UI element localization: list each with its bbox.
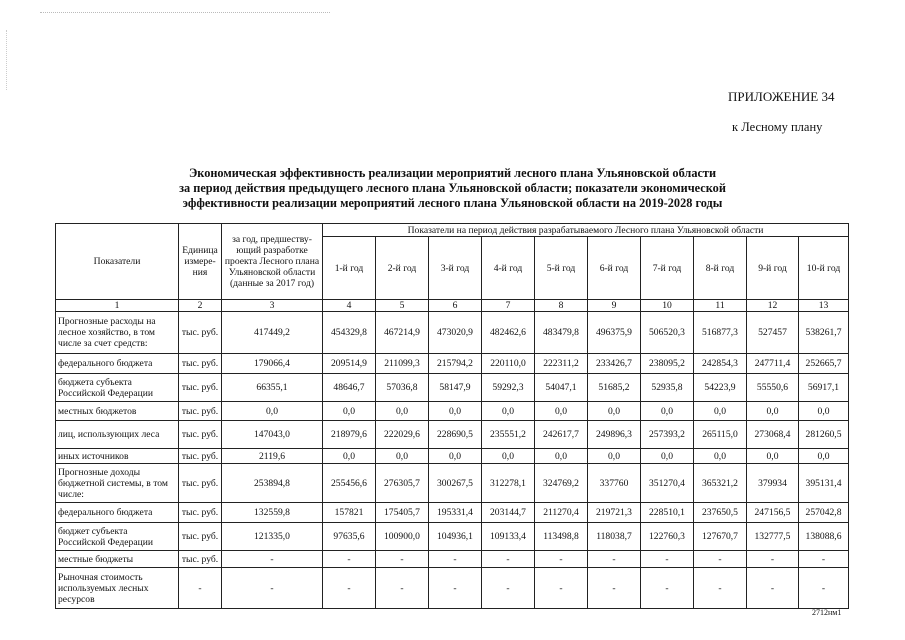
value-cell: 97635,6 bbox=[323, 523, 376, 551]
value-cell: 253894,8 bbox=[222, 464, 323, 503]
row-unit: тыс. руб. bbox=[179, 551, 222, 568]
value-cell: 506520,3 bbox=[641, 312, 694, 354]
value-cell: - bbox=[482, 568, 535, 609]
value-cell: 220110,0 bbox=[482, 354, 535, 374]
value-cell: 482462,6 bbox=[482, 312, 535, 354]
row-unit: тыс. руб. bbox=[179, 449, 222, 464]
value-cell: 48646,7 bbox=[323, 374, 376, 402]
column-number: 4 bbox=[323, 300, 376, 312]
value-cell: 157821 bbox=[323, 503, 376, 523]
row-unit: тыс. руб. bbox=[179, 374, 222, 402]
value-cell: 0,0 bbox=[641, 402, 694, 421]
value-cell: 59292,3 bbox=[482, 374, 535, 402]
header-indicator: Показатели bbox=[56, 224, 179, 300]
value-cell: 237650,5 bbox=[694, 503, 747, 523]
value-cell: - bbox=[588, 568, 641, 609]
efficiency-table bbox=[55, 223, 849, 609]
value-cell: 454329,8 bbox=[323, 312, 376, 354]
row-unit: тыс. руб. bbox=[179, 312, 222, 354]
value-cell: 228690,5 bbox=[429, 421, 482, 449]
value-cell: 0,0 bbox=[799, 402, 849, 421]
value-cell: 273068,4 bbox=[747, 421, 799, 449]
header-year: 6-й год bbox=[588, 237, 641, 300]
table-row bbox=[56, 374, 849, 402]
row-unit: тыс. руб. bbox=[179, 354, 222, 374]
header-year: 10-й год bbox=[799, 237, 849, 300]
row-label: местные бюджеты bbox=[56, 551, 179, 568]
value-cell: 138088,6 bbox=[799, 523, 849, 551]
row-label: бюджета субъекта Российской Федерации bbox=[56, 374, 179, 402]
value-cell: 300267,5 bbox=[429, 464, 482, 503]
column-number: 1 bbox=[56, 300, 179, 312]
column-number: 6 bbox=[429, 300, 482, 312]
value-cell: - bbox=[429, 568, 482, 609]
value-cell: 0,0 bbox=[694, 402, 747, 421]
document-code: 2712нм1 bbox=[812, 608, 842, 617]
value-cell: 337760 bbox=[588, 464, 641, 503]
value-cell: 55550,6 bbox=[747, 374, 799, 402]
value-cell: - bbox=[323, 568, 376, 609]
value-cell: 276305,7 bbox=[376, 464, 429, 503]
value-cell: - bbox=[323, 551, 376, 568]
value-cell: 0,0 bbox=[376, 402, 429, 421]
row-label: Рыночная стоимость используемых лесных ресурсов bbox=[56, 568, 179, 609]
value-cell: 0,0 bbox=[323, 449, 376, 464]
value-cell: 51685,2 bbox=[588, 374, 641, 402]
value-cell: 179066,4 bbox=[222, 354, 323, 374]
header-year: 5-й год bbox=[535, 237, 588, 300]
column-number: 12 bbox=[747, 300, 799, 312]
table-row bbox=[56, 312, 849, 354]
value-cell: - bbox=[376, 551, 429, 568]
value-cell: 0,0 bbox=[429, 449, 482, 464]
value-cell: 209514,9 bbox=[323, 354, 376, 374]
value-cell: - bbox=[747, 568, 799, 609]
value-cell: 222029,6 bbox=[376, 421, 429, 449]
value-cell: 0,0 bbox=[747, 449, 799, 464]
row-unit: тыс. руб. bbox=[179, 503, 222, 523]
value-cell: 100900,0 bbox=[376, 523, 429, 551]
title-line: за период действия предыдущего лесного плана Ульяновской области; показатели экономической bbox=[179, 181, 726, 195]
value-cell: 2119,6 bbox=[222, 449, 323, 464]
value-cell: - bbox=[799, 551, 849, 568]
value-cell: 175405,7 bbox=[376, 503, 429, 523]
value-cell: 527457 bbox=[747, 312, 799, 354]
header-year: 2-й год bbox=[376, 237, 429, 300]
column-number: 11 bbox=[694, 300, 747, 312]
value-cell: - bbox=[641, 551, 694, 568]
value-cell: 57036,8 bbox=[376, 374, 429, 402]
value-cell: 351270,4 bbox=[641, 464, 694, 503]
value-cell: 257393,2 bbox=[641, 421, 694, 449]
header-year: 1-й год bbox=[323, 237, 376, 300]
scan-artifact bbox=[6, 30, 8, 90]
value-cell: - bbox=[535, 551, 588, 568]
value-cell: 281260,5 bbox=[799, 421, 849, 449]
value-cell: 109133,4 bbox=[482, 523, 535, 551]
appendix-number: ПРИЛОЖЕНИЕ 34 bbox=[728, 89, 835, 104]
value-cell: 257042,8 bbox=[799, 503, 849, 523]
value-cell: 219721,3 bbox=[588, 503, 641, 523]
header-year: 3-й год bbox=[429, 237, 482, 300]
value-cell: 113498,8 bbox=[535, 523, 588, 551]
value-cell: 395131,4 bbox=[799, 464, 849, 503]
title-line: Экономическая эффективность реализации мероприятий лесного плана Ульяновской области bbox=[188, 166, 717, 180]
table-row bbox=[56, 464, 849, 503]
value-cell: - bbox=[429, 551, 482, 568]
value-cell: 0,0 bbox=[222, 402, 323, 421]
value-cell: 252665,7 bbox=[799, 354, 849, 374]
row-unit: тыс. руб. bbox=[179, 421, 222, 449]
value-cell: 0,0 bbox=[799, 449, 849, 464]
title-line: эффективности реализации мероприятий лесного плана Ульяновской области на 2019-2028 годы bbox=[182, 196, 723, 210]
value-cell: 242854,3 bbox=[694, 354, 747, 374]
value-cell: - bbox=[641, 568, 694, 609]
header-plan-period: Показатели на период действия разрабатываемого Лесного плана Ульяновской области bbox=[323, 224, 849, 237]
value-cell: 56917,1 bbox=[799, 374, 849, 402]
value-cell: 242617,7 bbox=[535, 421, 588, 449]
value-cell: - bbox=[376, 568, 429, 609]
table-row bbox=[56, 421, 849, 449]
value-cell: - bbox=[588, 551, 641, 568]
value-cell: 0,0 bbox=[535, 402, 588, 421]
value-cell: 195331,4 bbox=[429, 503, 482, 523]
value-cell: - bbox=[482, 551, 535, 568]
value-cell: 0,0 bbox=[323, 402, 376, 421]
value-cell: 365321,2 bbox=[694, 464, 747, 503]
value-cell: 122760,3 bbox=[641, 523, 694, 551]
value-cell: 54047,1 bbox=[535, 374, 588, 402]
value-cell: 121335,0 bbox=[222, 523, 323, 551]
row-unit: тыс. руб. bbox=[179, 464, 222, 503]
value-cell: 222311,2 bbox=[535, 354, 588, 374]
value-cell: 473020,9 bbox=[429, 312, 482, 354]
column-number: 8 bbox=[535, 300, 588, 312]
value-cell: 66355,1 bbox=[222, 374, 323, 402]
value-cell: 127670,7 bbox=[694, 523, 747, 551]
value-cell: 0,0 bbox=[694, 449, 747, 464]
value-cell: 54223,9 bbox=[694, 374, 747, 402]
value-cell: - bbox=[222, 568, 323, 609]
value-cell: 247711,4 bbox=[747, 354, 799, 374]
value-cell: 215794,2 bbox=[429, 354, 482, 374]
appendix-subtitle: к Лесному плану bbox=[732, 120, 823, 134]
table-row bbox=[56, 449, 849, 464]
value-cell: - bbox=[799, 568, 849, 609]
row-unit: - bbox=[179, 568, 222, 609]
value-cell: - bbox=[694, 568, 747, 609]
value-cell: 0,0 bbox=[376, 449, 429, 464]
column-number: 13 bbox=[799, 300, 849, 312]
value-cell: 211099,3 bbox=[376, 354, 429, 374]
value-cell: 249896,3 bbox=[588, 421, 641, 449]
value-cell: 118038,7 bbox=[588, 523, 641, 551]
value-cell: 58147,9 bbox=[429, 374, 482, 402]
value-cell: - bbox=[222, 551, 323, 568]
value-cell: 265115,0 bbox=[694, 421, 747, 449]
value-cell: 324769,2 bbox=[535, 464, 588, 503]
row-label: федерального бюджета bbox=[56, 354, 179, 374]
value-cell: 467214,9 bbox=[376, 312, 429, 354]
value-cell: 211270,4 bbox=[535, 503, 588, 523]
row-unit: тыс. руб. bbox=[179, 523, 222, 551]
row-label: Прогнозные доходы бюджетной системы, в том числе: bbox=[56, 464, 179, 503]
value-cell: - bbox=[747, 551, 799, 568]
header-year: 8-й год bbox=[694, 237, 747, 300]
row-label: бюджет субъекта Российской Федерации bbox=[56, 523, 179, 551]
value-cell: 516877,3 bbox=[694, 312, 747, 354]
row-unit: тыс. руб. bbox=[179, 402, 222, 421]
column-number: 3 bbox=[222, 300, 323, 312]
table-row bbox=[56, 402, 849, 421]
value-cell: 203144,7 bbox=[482, 503, 535, 523]
value-cell: 0,0 bbox=[588, 402, 641, 421]
row-label: иных источников bbox=[56, 449, 179, 464]
value-cell: 0,0 bbox=[482, 449, 535, 464]
table-row bbox=[56, 503, 849, 523]
table-row bbox=[56, 523, 849, 551]
value-cell: 0,0 bbox=[429, 402, 482, 421]
column-number: 9 bbox=[588, 300, 641, 312]
value-cell: 132777,5 bbox=[747, 523, 799, 551]
table-row bbox=[56, 354, 849, 374]
table-row bbox=[56, 568, 849, 609]
row-label: Прогнозные расходы на лесное хозяйство, в том числе за счет средств: bbox=[56, 312, 179, 354]
value-cell: 312278,1 bbox=[482, 464, 535, 503]
value-cell: 247156,5 bbox=[747, 503, 799, 523]
value-cell: 52935,8 bbox=[641, 374, 694, 402]
value-cell: 228510,1 bbox=[641, 503, 694, 523]
value-cell: 0,0 bbox=[482, 402, 535, 421]
value-cell: 379934 bbox=[747, 464, 799, 503]
header-year: 7-й год bbox=[641, 237, 694, 300]
header-unit: Единица измере-ния bbox=[179, 224, 222, 300]
row-label: федерального бюджета bbox=[56, 503, 179, 523]
value-cell: 235551,2 bbox=[482, 421, 535, 449]
value-cell: 104936,1 bbox=[429, 523, 482, 551]
column-number: 7 bbox=[482, 300, 535, 312]
value-cell: 255456,6 bbox=[323, 464, 376, 503]
header-previous-year: за год, предшеству-ющий разработке проекта Лесного плана Ульяновской области (данные за 2017 год) bbox=[222, 224, 323, 300]
row-label: лиц, использующих леса bbox=[56, 421, 179, 449]
row-label: местных бюджетов bbox=[56, 402, 179, 421]
column-number: 10 bbox=[641, 300, 694, 312]
column-number: 2 bbox=[179, 300, 222, 312]
value-cell: 233426,7 bbox=[588, 354, 641, 374]
value-cell: 538261,7 bbox=[799, 312, 849, 354]
value-cell: 483479,8 bbox=[535, 312, 588, 354]
header-year: 9-й год bbox=[747, 237, 799, 300]
value-cell: - bbox=[694, 551, 747, 568]
value-cell: 496375,9 bbox=[588, 312, 641, 354]
value-cell: 132559,8 bbox=[222, 503, 323, 523]
value-cell: 417449,2 bbox=[222, 312, 323, 354]
value-cell: 0,0 bbox=[535, 449, 588, 464]
table-row bbox=[56, 551, 849, 568]
value-cell: 238095,2 bbox=[641, 354, 694, 374]
value-cell: 147043,0 bbox=[222, 421, 323, 449]
value-cell: - bbox=[535, 568, 588, 609]
column-number: 5 bbox=[376, 300, 429, 312]
scan-artifact bbox=[40, 12, 330, 14]
value-cell: 0,0 bbox=[588, 449, 641, 464]
header-year: 4-й год bbox=[482, 237, 535, 300]
document-title bbox=[90, 166, 815, 211]
value-cell: 0,0 bbox=[747, 402, 799, 421]
value-cell: 0,0 bbox=[641, 449, 694, 464]
value-cell: 218979,6 bbox=[323, 421, 376, 449]
